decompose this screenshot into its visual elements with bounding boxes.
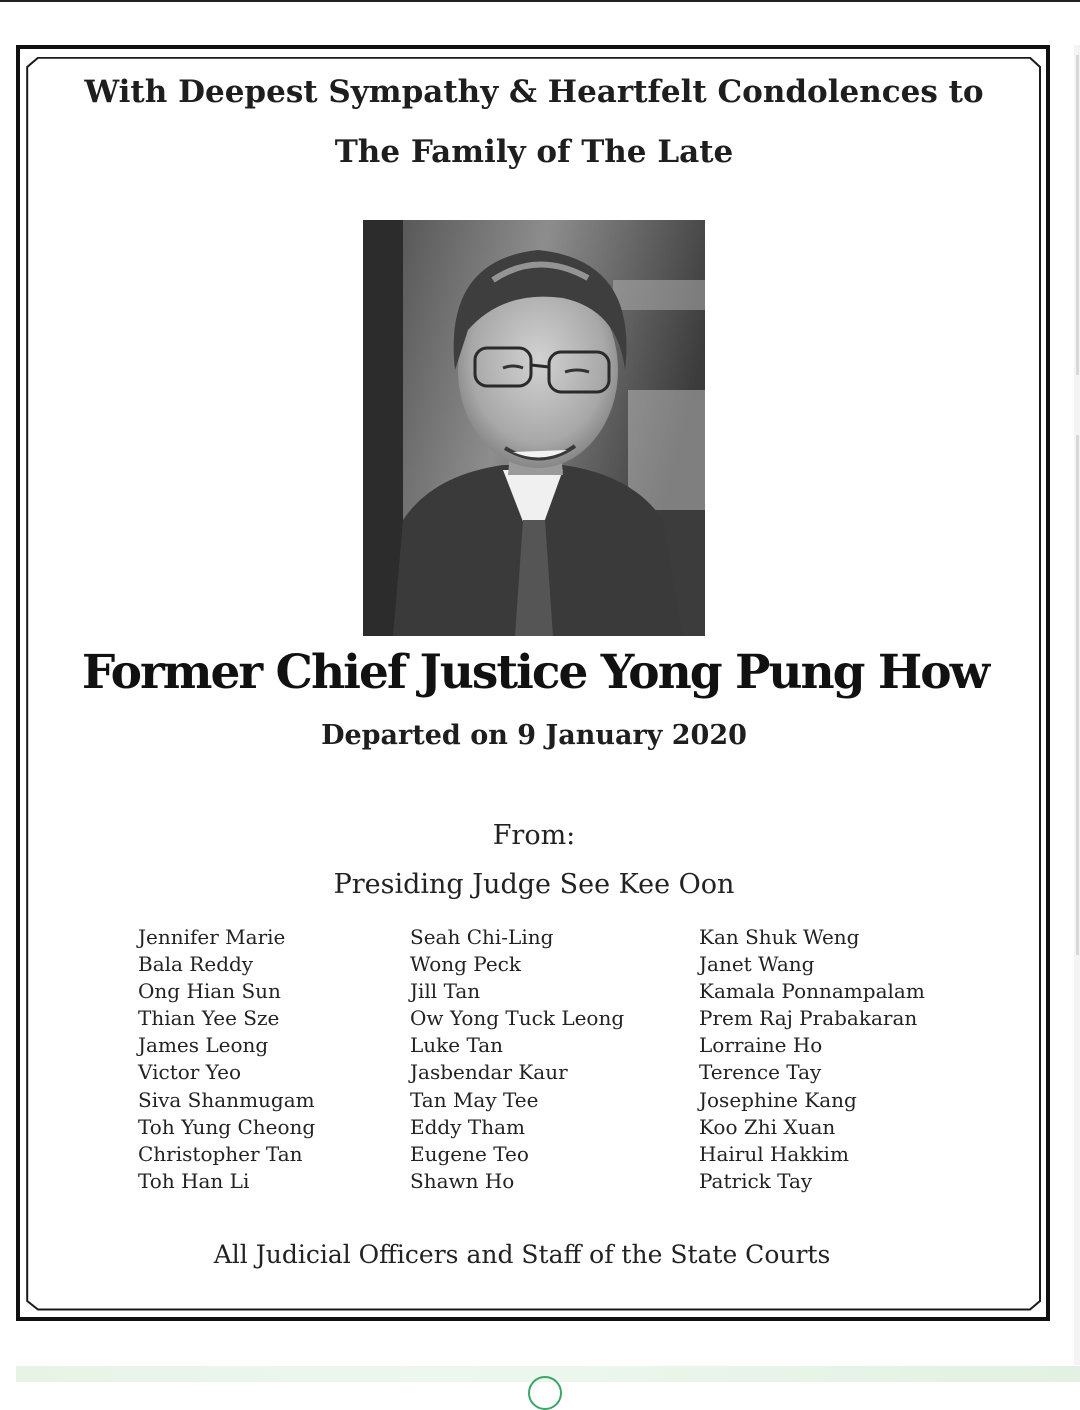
names-column-2	[410, 924, 624, 1195]
list-item: Thian Yee Sze	[138, 1006, 280, 1031]
list-item: Kan Shuk Weng	[699, 925, 860, 949]
list-item: Jasbendar Kaur	[410, 1060, 568, 1085]
list-item: Hairul Hakkim	[699, 1141, 849, 1166]
list-item: Bala Reddy	[138, 952, 254, 977]
list-item: Janet Wang	[699, 952, 815, 977]
from-label: From:	[492, 820, 576, 851]
list-item: Toh Han Li	[138, 1168, 250, 1193]
list-item: Tan May Tee	[410, 1087, 539, 1112]
portrait-photo-icon	[363, 220, 705, 636]
list-item: Ow Yong Tuck Leong	[410, 1006, 625, 1031]
list-item: Kamala Ponnampalam	[699, 979, 925, 1004]
list-item: Lorraine Ho	[699, 1033, 823, 1058]
condolence-heading-line1: With Deepest Sympathy & Heartfelt Condolences to	[84, 74, 984, 110]
list-item: Victor Yeo	[138, 1060, 242, 1085]
list-item: James Leong	[138, 1033, 269, 1058]
departed-date: Departed on 9 January 2020	[321, 720, 747, 751]
deceased-name: Former Chief Justice Yong Pung How	[81, 645, 989, 700]
list-item: Josephine Kang	[699, 1087, 857, 1112]
list-item: Luke Tan	[410, 1033, 504, 1058]
portrait-photo	[363, 220, 705, 636]
list-item: Wong Peck	[410, 952, 521, 977]
names-column-1	[138, 924, 315, 1195]
list-item: Christopher Tan	[138, 1141, 303, 1166]
top-divider	[0, 0, 1080, 2]
list-item: Prem Raj Prabakaran	[699, 1006, 918, 1031]
presiding-judge: Presiding Judge See Kee Oon	[333, 869, 735, 900]
list-item: Koo Zhi Xuan	[699, 1114, 836, 1139]
list-item: Eugene Teo	[410, 1141, 529, 1166]
adjacent-page-edge	[1074, 45, 1080, 1365]
list-item: Siva Shanmugam	[138, 1087, 315, 1112]
next-page-band	[16, 1366, 1080, 1382]
list-item: Seah Chi-Ling	[410, 925, 554, 949]
list-item: Patrick Tay	[699, 1168, 813, 1193]
list-item: Terence Tay	[699, 1060, 822, 1085]
condolence-heading-line2: The Family of The Late	[334, 134, 734, 170]
list-item: Toh Yung Cheong	[138, 1114, 316, 1139]
circle-icon	[528, 1376, 562, 1410]
list-item: Shawn Ho	[410, 1168, 515, 1193]
list-item: Jill Tan	[410, 979, 481, 1004]
list-item: Ong Hian Sun	[138, 979, 281, 1004]
list-item: Eddy Tham	[410, 1114, 525, 1139]
list-item: Jennifer Marie	[138, 925, 286, 949]
names-column-3	[699, 924, 925, 1195]
footer-signatory: All Judicial Officers and Staff of the State Courts	[213, 1240, 831, 1269]
